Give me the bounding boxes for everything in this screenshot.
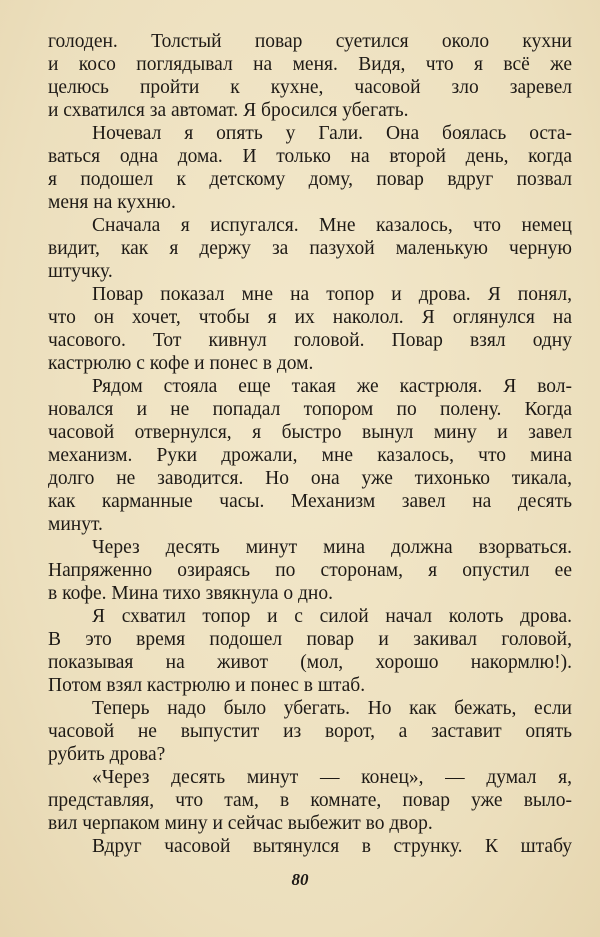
- text-line: рубить дрова?: [48, 744, 166, 765]
- text-line: минут.: [48, 514, 103, 535]
- text-line: Через десять минут мина должна взорваться.: [92, 537, 572, 558]
- text-line: я подошел к детскому дому, повар вдруг позвал: [48, 169, 572, 190]
- text-line: видит, как я держу за пазухой маленькую черную: [48, 238, 572, 259]
- text-line: часовой не выпустит из ворот, а заставит опять: [48, 721, 572, 742]
- text-line: Потом взял кастрюлю и понес в штаб.: [48, 675, 366, 696]
- text-line: Повар показал мне на топор и дрова. Я понял,: [92, 284, 572, 305]
- text-line: штучку.: [48, 261, 113, 282]
- text-line: Я схватил топор и с силой начал колоть дрова.: [92, 606, 572, 627]
- text-line: часового. Тот кивнул головой. Повар взял одну: [48, 330, 572, 351]
- text-line: что он хочет, чтобы я их наколол. Я оглянулся на: [48, 307, 572, 328]
- text-line: голоден. Толстый повар суетился около кухни: [48, 31, 572, 52]
- text-line: вил черпаком мину и сейчас выбежит во двор.: [48, 813, 433, 834]
- text-line: представляя, что там, в комнате, повар уже выло-: [48, 790, 572, 811]
- text-line: Теперь надо было убегать. Но как бежать, если: [92, 698, 572, 719]
- text-line: «Через десять минут — конец», — думал я,: [92, 767, 572, 788]
- text-line: кастрюлю с кофе и понес в дом.: [48, 353, 314, 374]
- page-number: 80: [291, 870, 309, 889]
- text-line: как карманные часы. Механизм завел на десять: [48, 491, 572, 512]
- text-line: и схватился за автомат. Я бросился убегать.: [48, 100, 409, 121]
- text-line: целюсь пройти к кухне, часовой зло заревел: [48, 77, 572, 98]
- text-line: часовой отвернулся, я быстро вынул мину и завел: [48, 422, 572, 443]
- text-line: и косо поглядывал на меня. Видя, что я всё же: [48, 54, 572, 75]
- text-line: ваться одна дома. И только на второй день, когда: [48, 146, 572, 167]
- text-line: В это время подошел повар и закивал головой,: [48, 629, 572, 650]
- text-line: меня на кухню.: [48, 192, 176, 213]
- text-line: Напряженно озираясь по сторонам, я опустил ее: [48, 560, 572, 581]
- text-line: Сначала я испугался. Мне казалось, что немец: [92, 215, 572, 236]
- page-text: [48, 30, 572, 858]
- text-line: Рядом стояла еще такая же кастрюля. Я вол-: [92, 376, 572, 397]
- text-line: механизм. Руки дрожали, мне казалось, что мина: [48, 445, 572, 466]
- text-line: в кофе. Мина тихо звякнула о дно.: [48, 583, 333, 604]
- text-line: Вдруг часовой вытянулся в струнку. К штабу: [92, 836, 572, 857]
- text-line: новался и не попадал топором по полену. Когда: [48, 399, 572, 420]
- text-line: Ночевал я опять у Гали. Она боялась оста-: [92, 123, 572, 144]
- text-line: долго не заводится. Но она уже тихонько тикала,: [48, 468, 572, 489]
- text-line: показывая на живот (мол, хорошо накормлю!).: [48, 652, 572, 673]
